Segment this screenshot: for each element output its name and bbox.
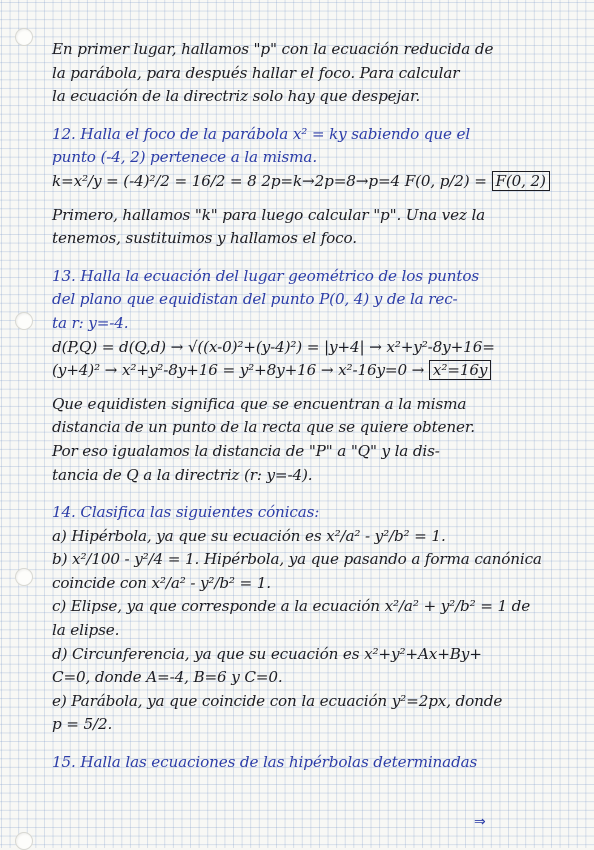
work-line: d(P,Q) = d(Q,d) → √((x-0)²+(y-4)²) = |y+4| → x²+y²-8y+16= [52, 337, 495, 356]
exercise-12-work [52, 170, 546, 194]
text-line: ta r: y=-4. [52, 313, 129, 332]
answer-line: coincide con x²/a² - y²/b² = 1. [52, 573, 271, 592]
work-line-text: (y+4)² → x²+y²-8y+16 = y²+8y+16 → x²-16y=0 → [52, 361, 429, 380]
text-line: la ecuación de la directriz solo hay que despejar. [52, 87, 421, 106]
exercise-13-work [52, 336, 540, 383]
result-box: F(0, 2) [492, 171, 550, 191]
binder-hole [15, 312, 33, 330]
exercise-12 [52, 123, 546, 251]
text-line: tancia de Q a la directriz (r: y=-4). [52, 465, 313, 484]
answer-line: d) Circunferencia, ya que su ecuación es x²+y²+Ax+By+ [52, 644, 482, 663]
exercise-13-statement [52, 265, 540, 336]
text-line: Que equidisten significa que se encuentran a la misma [52, 394, 467, 413]
exercise-14-answers [52, 525, 540, 737]
text-line: punto (-4, 2) pertenece a la misma. [52, 148, 318, 167]
binder-hole [15, 568, 33, 586]
binder-hole [15, 28, 33, 46]
intro-paragraph [52, 38, 540, 109]
exercise-15 [52, 751, 540, 775]
answer-line: e) Parábola, ya que coincide con la ecuación y²=2px, donde [52, 691, 503, 710]
work-line: k=x²/y = (-4)²/2 = 16/2 = 8 2p=k→2p=8→p=4 F(0, p/2) = [52, 171, 492, 190]
answer-line: p = 5/2. [52, 715, 113, 734]
text-line: Por eso igualamos la distancia de "P" a "Q" y la dis- [52, 441, 440, 460]
exercise-15-statement: 15. Halla las ecuaciones de las hipérbolas determinadas [52, 753, 478, 772]
exercise-14-statement: 14. Clasifica las siguientes cónicas: [52, 503, 320, 522]
text-line: 12. Halla el foco de la parábola x² = ky sabiendo que el [52, 124, 471, 143]
handwritten-content [52, 38, 546, 775]
text-line: En primer lugar, hallamos "p" con la ecuación reducida de [52, 40, 494, 58]
answer-line: a) Hipérbola, ya que su ecuación es x²/a² - y²/b² = 1. [52, 526, 446, 545]
continue-arrow-icon: ⇒ [474, 814, 486, 830]
text-line: la parábola, para después hallar el foco. Para calcular [52, 63, 460, 82]
exercise-13-explanation [52, 393, 540, 487]
text-line: tenemos, sustituimos y hallamos el foco. [52, 229, 357, 248]
answer-line: b) x²/100 - y²/4 = 1. Hipérbola, ya que pasando a forma canónica [52, 550, 542, 569]
answer-line: la elipse. [52, 621, 120, 640]
result-box: x²=16y [429, 360, 491, 380]
text-line: del plano que equidistan del punto P(0, 4) y de la rec- [52, 290, 458, 309]
text-line: 13. Halla la ecuación del lugar geométrico de los puntos [52, 266, 479, 285]
work-line [52, 359, 540, 383]
binder-hole [15, 832, 33, 850]
text-line: distancia de un punto de la recta que se quiere obtener. [52, 418, 475, 437]
answer-line: C=0, donde A=-4, B=6 y C=0. [52, 668, 283, 687]
answer-line: c) Elipse, ya que corresponde a la ecuación x²/a² + y²/b² = 1 de [52, 597, 531, 616]
text-line: Primero, hallamos "k" para luego calcular "p". Una vez la [52, 205, 486, 224]
exercise-12-statement [52, 123, 540, 170]
exercise-12-explanation [52, 204, 540, 251]
exercise-14 [52, 501, 540, 737]
exercise-13 [52, 265, 540, 487]
